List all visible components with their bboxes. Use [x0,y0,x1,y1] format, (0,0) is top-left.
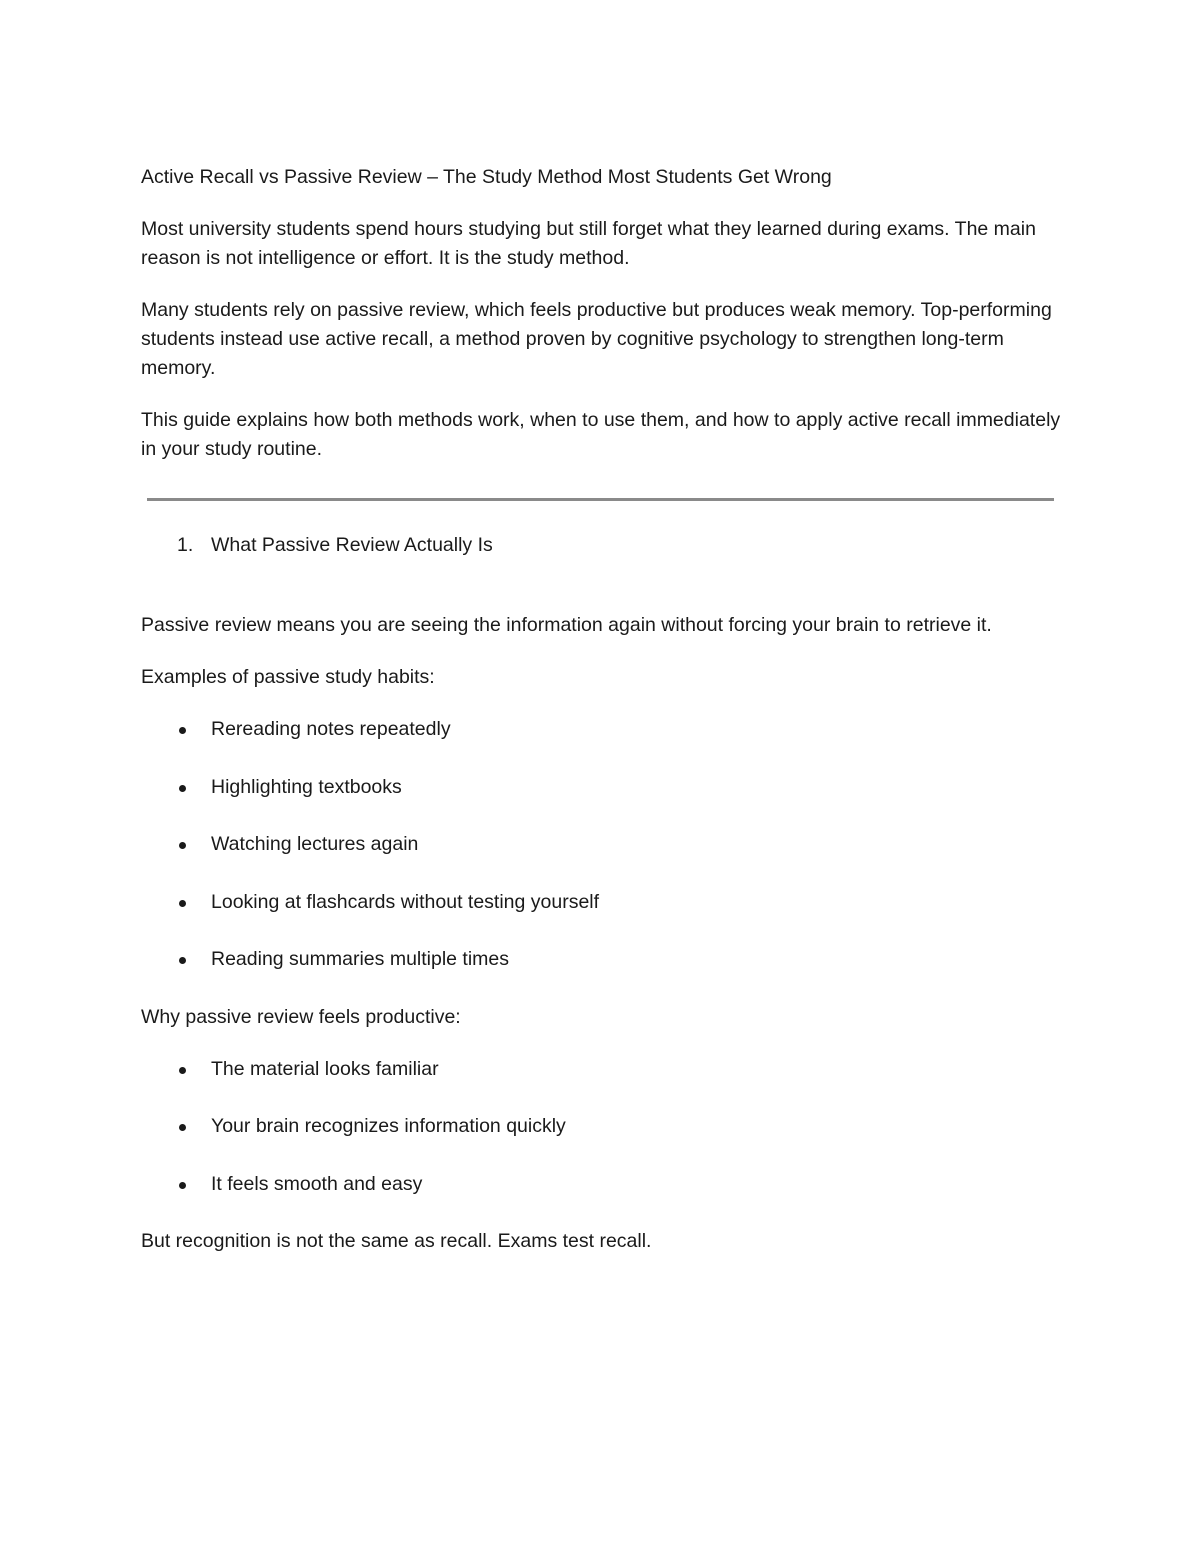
intro-paragraph: This guide explains how both methods work, when to use them, and how to apply active recall immediately in your study routine. [141,409,1061,460]
bullet-icon [179,1182,186,1189]
list-item: Your brain recognizes information quickly [141,1112,1061,1141]
bullet-icon [179,785,186,792]
definition-paragraph: Passive review means you are seeing the information again without forcing your brain to retrieve it. [141,614,992,636]
list-item: It feels smooth and easy [141,1170,1061,1199]
why-lead: Why passive review feels productive: [141,1005,461,1028]
list-item: Reading summaries multiple times [141,945,1061,974]
examples-lead: Examples of passive study habits: [141,666,435,688]
list-item: Looking at flashcards without testing yourself [141,888,1061,917]
bullet-icon [179,957,186,964]
document-body [141,163,1061,1279]
bullet-icon [179,842,186,849]
list-item: Watching lectures again [141,830,1061,859]
bullet-icon [179,727,186,734]
examples-list [141,715,1061,974]
horizontal-divider [147,498,1054,501]
intro-paragraph: Many students rely on passive review, which feels productive but produces weak memory. Top-performing students instead use active recall, a method proven by cognitive psychology to strengthen long-term memory. [141,299,1052,379]
bullet-icon [179,1067,186,1074]
section-heading-text: What Passive Review Actually Is [211,534,493,556]
list-item: Rereading notes repeatedly [141,715,1061,744]
list-item: Highlighting textbooks [141,773,1061,802]
bullet-icon [179,900,186,907]
document-title: Active Recall vs Passive Review – The Study Method Most Students Get Wrong [141,166,832,188]
list-item: The material looks familiar [141,1055,1061,1084]
section-number: 1. [177,534,194,556]
intro-paragraph: Most university students spend hours studying but still forget what they learned during exams. The main reason is not intelligence or effort. It is the study method. [141,218,1036,269]
bullet-icon [179,1124,186,1131]
conclusion-paragraph: But recognition is not the same as recall. Exams test recall. [141,1230,652,1252]
why-list [141,1055,1061,1199]
section-heading [141,531,1061,560]
